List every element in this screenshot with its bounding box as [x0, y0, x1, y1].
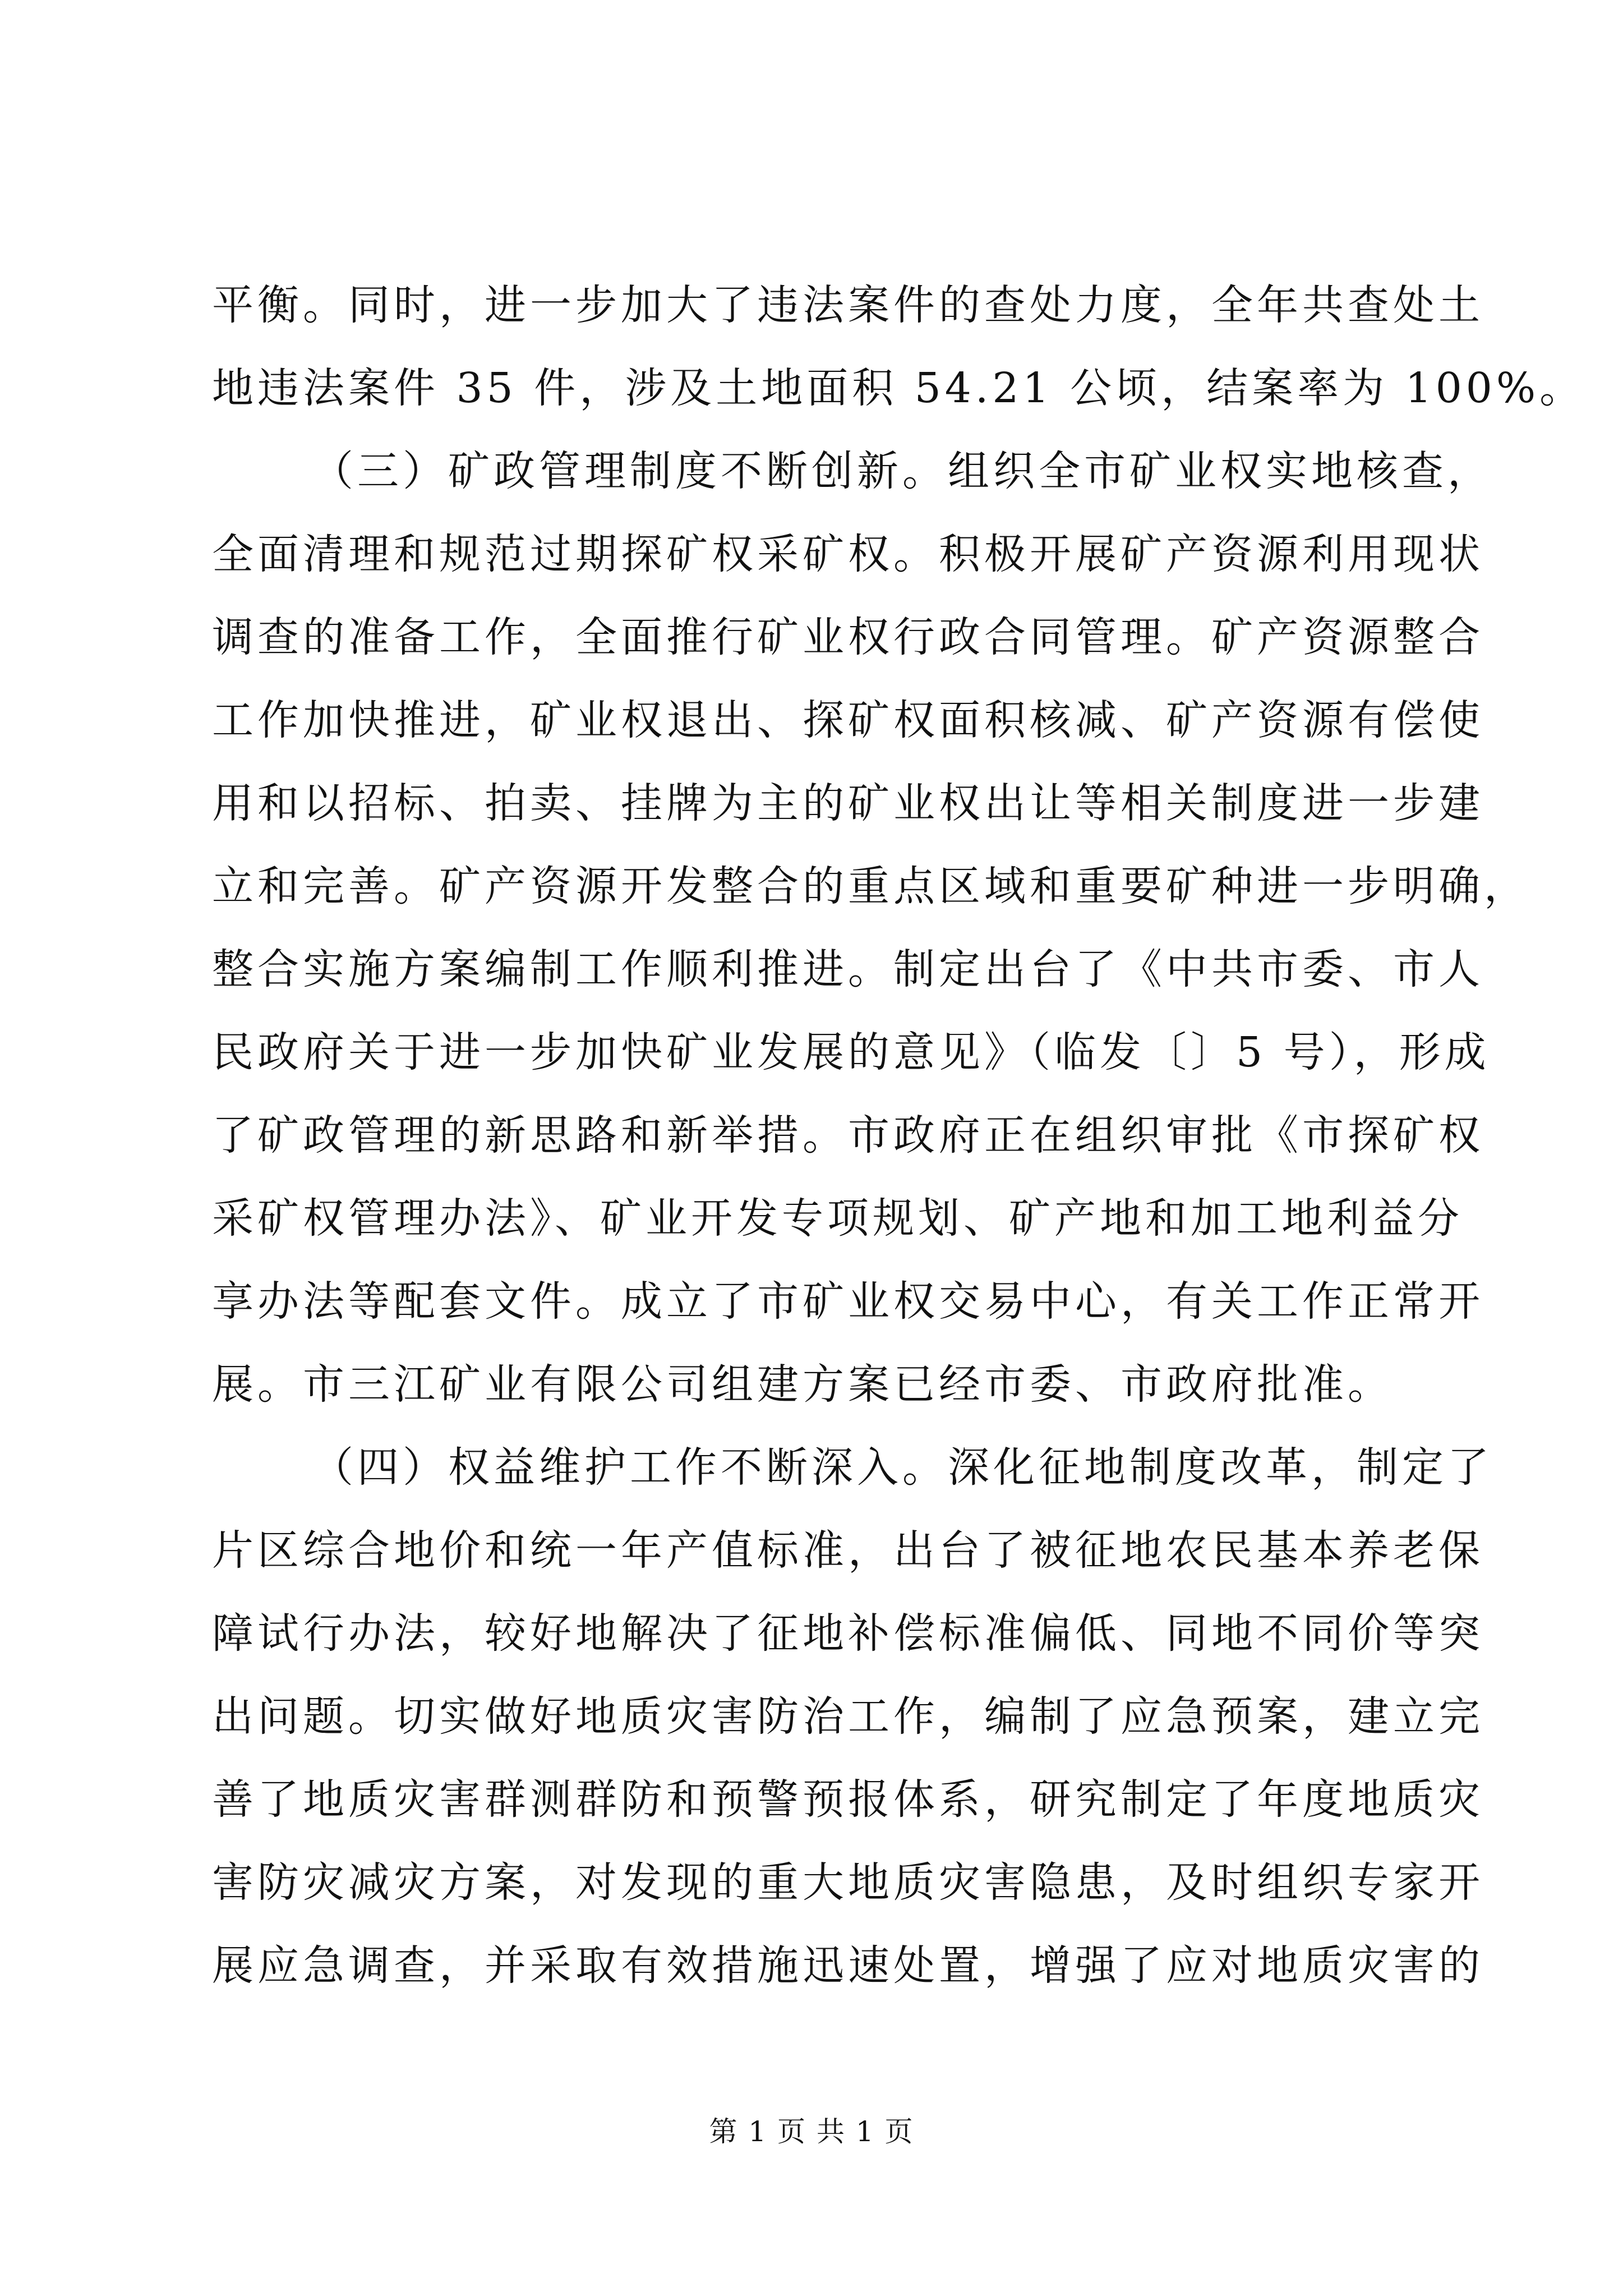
text-line: 善了地质灾害群测群防和预警预报体系，研究制定了年度地质灾 [212, 1775, 1484, 1824]
text-line: 工作加快推进，矿业权退出、探矿权面积核减、矿产资源有偿使 [212, 696, 1484, 744]
page-footer: 第 1 页 共 1 页 [709, 2115, 914, 2148]
text-line: （四）权益维护工作不断深入。深化征地制度改革，制定了 [312, 1443, 1493, 1492]
text-line: 整合实施方案编制工作顺利推进。制定出台了《中共市委、市人 [212, 945, 1484, 993]
text-line: 民政府关于进一步加快矿业发展的意见》（临发〔〕5 号），形成 [212, 1028, 1490, 1076]
text-line: 展。市三江矿业有限公司组建方案已经市委、市政府批准。 [212, 1360, 1393, 1409]
text-line: （三）矿政管理制度不断创新。组织全市矿业权实地核查， [312, 447, 1493, 495]
text-line: 享办法等配套文件。成立了市矿业权交易中心，有关工作正常开 [212, 1277, 1484, 1326]
text-line: 害防灾减灾方案，对发现的重大地质灾害隐患，及时组织专家开 [212, 1858, 1484, 1907]
text-line: 采矿权管理办法》、矿业开发专项规划、矿产地和加工地利益分 [212, 1194, 1463, 1243]
text-line: 出问题。切实做好地质灾害防治工作，编制了应急预案，建立完 [212, 1692, 1484, 1741]
text-line: 展应急调查，并采取有效措施迅速处置，增强了应对地质灾害的 [212, 1941, 1484, 1990]
document-body [212, 264, 1585, 2007]
text-line: 立和完善。矿产资源开发整合的重点区域和重要矿种进一步明确， [212, 862, 1529, 910]
text-line: 全面清理和规范过期探矿权采矿权。积极开展矿产资源利用现状 [212, 530, 1484, 578]
text-line: 平衡。同时，进一步加大了违法案件的查处力度，全年共查处土 [212, 281, 1484, 329]
text-line: 障试行办法，较好地解决了征地补偿标准偏低、同地不同价等突 [212, 1609, 1484, 1658]
text-line: 调查的准备工作，全面推行矿业权行政合同管理。矿产资源整合 [212, 613, 1484, 661]
text-line: 用和以招标、拍卖、挂牌为主的矿业权出让等相关制度进一步建 [212, 779, 1484, 827]
text-line: 片区综合地价和统一年产值标准，出台了被征地农民基本养老保 [212, 1526, 1484, 1575]
text-line: 地违法案件 35 件，涉及土地面积 54.21 公顷，结案率为 100%。 [212, 364, 1585, 412]
text-line: 了矿政管理的新思路和新举措。市政府正在组织审批《市探矿权 [212, 1111, 1484, 1159]
